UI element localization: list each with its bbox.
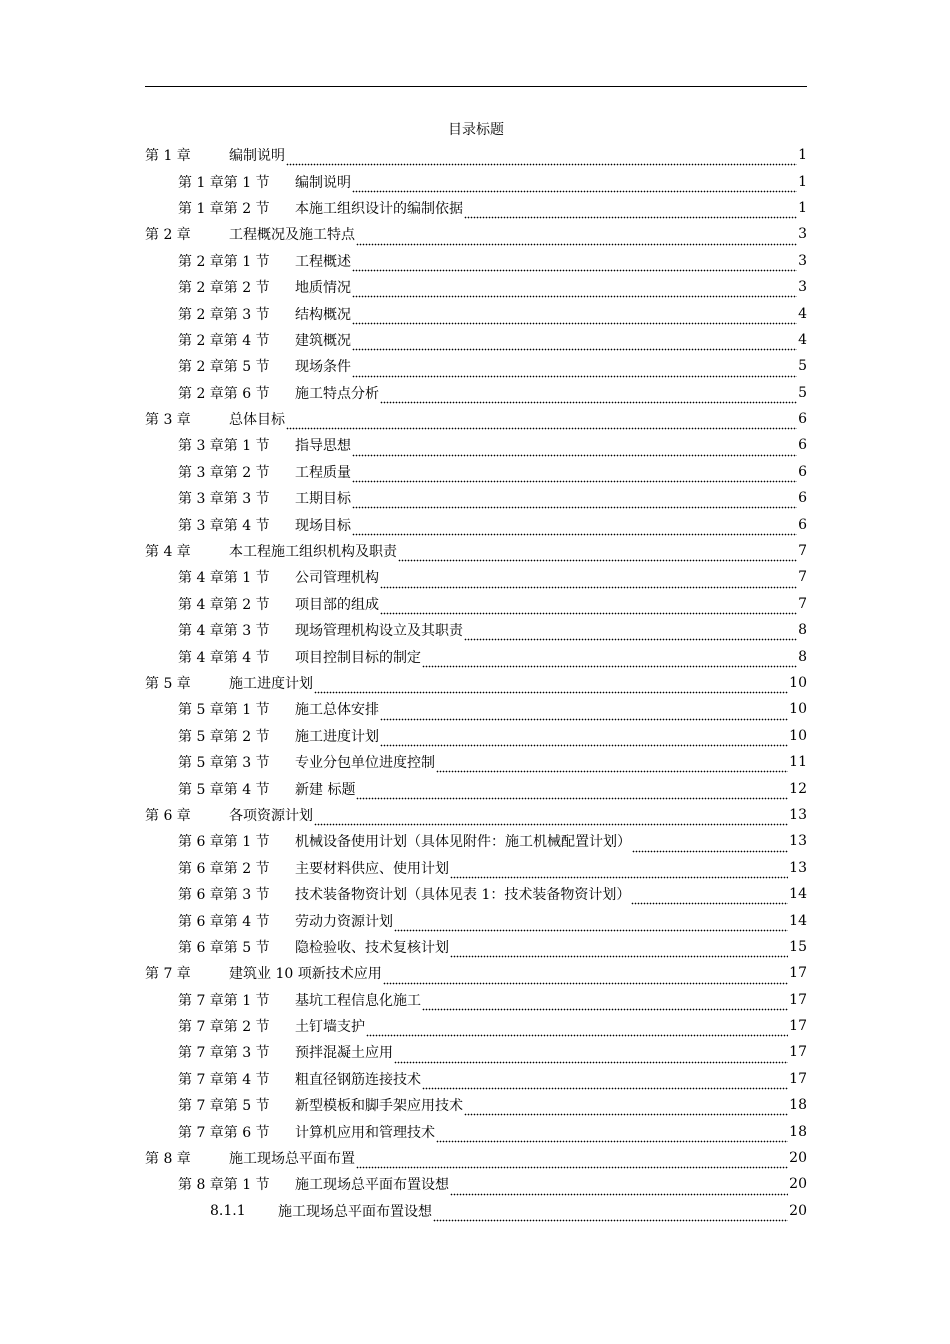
- toc-entry-number: 8.1.1: [210, 1202, 246, 1219]
- toc-entry-page: 3: [798, 226, 807, 243]
- toc-entry-title: 土钉墙支护: [295, 1019, 365, 1036]
- toc-entry[interactable]: [145, 696, 807, 722]
- toc-leader-dots: [631, 895, 788, 907]
- toc-leader-dots: [422, 1001, 788, 1013]
- toc-entry[interactable]: [145, 670, 807, 696]
- toc-leader-dots: [352, 499, 797, 511]
- toc-entry[interactable]: [145, 1066, 807, 1092]
- toc-entry-number: 第 7 章第 2 节: [178, 1019, 270, 1036]
- toc-entry-title: 劳动力资源计划: [295, 913, 393, 930]
- toc-entry[interactable]: [145, 881, 807, 907]
- toc-entry-page: 11: [789, 754, 807, 771]
- toc-entry-number: 第 7 章: [145, 966, 191, 983]
- toc-entry-title: 施工进度计划: [295, 728, 379, 745]
- toc-entry-page: 1: [798, 147, 807, 164]
- toc-entry-page: 10: [789, 675, 807, 691]
- toc-entry[interactable]: [145, 617, 807, 643]
- toc-entry-number: 第 1 章第 1 节: [178, 174, 270, 191]
- toc-entry-number: 第 3 章: [145, 412, 191, 429]
- toc-entry-page: 10: [789, 701, 807, 718]
- toc-leader-dots: [380, 605, 797, 617]
- toc-entry[interactable]: [145, 1118, 807, 1144]
- toc-entry-number: 第 5 章: [145, 676, 191, 692]
- toc-entry-title: 本施工组织设计的编制依据: [295, 200, 463, 217]
- toc-entry-page: 7: [798, 569, 807, 586]
- toc-leader-dots: [366, 1027, 788, 1039]
- toc-entry-page: 17: [789, 1070, 807, 1087]
- toc-entry-title: 现场管理机构设立及其职责: [295, 623, 463, 640]
- toc-leader-dots: [464, 209, 797, 221]
- toc-entry-number: 第 3 章第 3 节: [178, 491, 270, 508]
- toc-entry[interactable]: [145, 353, 807, 379]
- toc-entry[interactable]: [145, 1039, 807, 1065]
- toc-entry[interactable]: [145, 749, 807, 775]
- toc-entry-number: 第 2 章第 2 节: [178, 280, 270, 297]
- toc-entry-title: 本工程施工组织机构及职责: [229, 544, 397, 561]
- toc-leader-dots: [422, 658, 797, 670]
- toc-entry-title: 施工总体安排: [295, 702, 379, 719]
- toc-entry-number: 第 3 章第 2 节: [178, 464, 270, 481]
- toc-entry-title: 新型模板和脚手架应用技术: [295, 1098, 463, 1115]
- toc-entry-page: 17: [789, 1044, 807, 1061]
- toc-entry-title: 机械设备使用计划（具体见附件：施工机械配置计划）: [295, 834, 631, 851]
- toc-entry[interactable]: [145, 855, 807, 881]
- toc-entry-title: 工程概述: [295, 253, 351, 270]
- toc-entry-page: 17: [789, 965, 807, 982]
- toc-entry[interactable]: [145, 1092, 807, 1118]
- toc-entry-title: 现场条件: [295, 359, 351, 376]
- toc-entry-page: 20: [789, 1150, 807, 1167]
- toc-entry-page: 7: [798, 595, 807, 612]
- toc-entry-title: 施工现场总平面布置: [229, 1151, 355, 1168]
- toc-entry-page: 14: [789, 912, 807, 929]
- toc-leader-dots: [352, 368, 797, 380]
- toc-entry-page: 3: [798, 279, 807, 296]
- toc-entry-title: 项目控制目标的制定: [295, 649, 421, 666]
- toc-leader-dots: [356, 790, 788, 802]
- toc-leader-dots: [286, 156, 797, 168]
- toc-leader-dots: [380, 737, 788, 749]
- toc-entry-title: 项目部的组成: [295, 596, 379, 613]
- toc-entry-title: 公司管理机构: [295, 570, 379, 587]
- toc-entry-title: 专业分包单位进度控制: [295, 755, 435, 772]
- toc-entry-page: 5: [798, 358, 807, 375]
- toc-entry-page: 1: [798, 199, 807, 216]
- toc-leader-dots: [464, 631, 797, 643]
- toc-entry[interactable]: [145, 775, 807, 801]
- toc-entry-page: 1: [798, 173, 807, 190]
- toc-leader-dots: [632, 843, 788, 855]
- toc-entry-page: 6: [798, 516, 807, 533]
- toc-entry-title: 工程质量: [295, 464, 351, 481]
- toc-entry-title: 编制说明: [295, 174, 351, 191]
- toc-entry-title: 计算机应用和管理技术: [295, 1124, 435, 1141]
- toc-entry-page: 3: [798, 252, 807, 269]
- toc-entry-number: 第 3 章第 1 节: [178, 438, 270, 455]
- toc-entry[interactable]: [145, 802, 807, 828]
- toc-entry[interactable]: [145, 987, 807, 1013]
- toc-entry[interactable]: [145, 1145, 807, 1171]
- toc-entry-title: 基坑工程信息化施工: [295, 992, 421, 1009]
- toc-entry-title: 技术装备物资计划（具体见表 1：技术装备物资计划）: [295, 887, 631, 904]
- toc-entry-number: 第 7 章第 6 节: [178, 1124, 270, 1141]
- toc-leader-dots: [450, 1186, 788, 1198]
- toc-entry-number: 第 4 章第 1 节: [178, 570, 270, 587]
- toc-entry-page: 4: [798, 305, 807, 322]
- toc-leader-dots: [450, 948, 788, 960]
- toc-entry-page: 15: [789, 938, 807, 955]
- toc-entry-title: 各项资源计划: [229, 807, 313, 824]
- toc-entry-number: 第 8 章第 1 节: [178, 1177, 270, 1194]
- toc-leader-dots: [352, 447, 797, 459]
- toc-leader-dots: [422, 1080, 788, 1092]
- toc-entry[interactable]: [145, 300, 807, 326]
- toc-entry-page: 20: [789, 1202, 807, 1219]
- toc-leader-dots: [380, 394, 797, 406]
- toc-entry[interactable]: [145, 248, 807, 274]
- toc-entry-number: 第 5 章第 1 节: [178, 702, 270, 719]
- toc-entry[interactable]: [145, 643, 807, 669]
- toc-entry[interactable]: [145, 142, 807, 168]
- toc-entry-number: 第 1 章第 2 节: [178, 200, 270, 217]
- toc-entry-title: 施工进度计划: [229, 676, 313, 692]
- toc-entry[interactable]: [145, 591, 807, 617]
- toc-entry-page: 18: [789, 1097, 807, 1114]
- toc-entry[interactable]: [145, 327, 807, 353]
- toc-entry-page: 12: [789, 780, 807, 797]
- toc-entry-page: 18: [789, 1123, 807, 1140]
- toc-leader-dots: [314, 684, 788, 696]
- toc-leader-dots: [352, 473, 797, 485]
- toc-entry-number: 第 7 章第 4 节: [178, 1071, 270, 1088]
- toc-entry-title: 主要材料供应、使用计划: [295, 860, 449, 877]
- toc-entry[interactable]: [145, 432, 807, 458]
- toc-entry-page: 20: [789, 1176, 807, 1193]
- toc-entry-title: 新建 标题: [295, 781, 356, 798]
- toc-entry-number: 第 6 章第 5 节: [178, 939, 270, 956]
- toc-entry-title: 施工特点分析: [295, 385, 379, 402]
- toc-entry-title: 编制说明: [229, 148, 285, 165]
- toc-entry-title: 施工现场总平面布置设想: [278, 1203, 432, 1220]
- toc-entry-title: 建筑业 10 项新技术应用: [229, 966, 382, 983]
- toc-entry-number: 第 2 章第 3 节: [178, 306, 270, 323]
- toc-entry-number: 第 2 章第 5 节: [178, 359, 270, 376]
- table-of-contents: [145, 142, 807, 1224]
- toc-leader-dots: [352, 526, 797, 538]
- toc-entry-title: 结构概况: [295, 306, 351, 323]
- toc-entry[interactable]: [145, 511, 807, 537]
- toc-title: 目录标题: [448, 122, 504, 138]
- toc-entry-number: 第 6 章第 2 节: [178, 860, 270, 877]
- toc-leader-dots: [286, 420, 797, 432]
- toc-entry-page: 6: [798, 490, 807, 507]
- toc-entry[interactable]: [145, 485, 807, 511]
- toc-entry-number: 第 2 章: [145, 227, 191, 244]
- toc-entry[interactable]: [145, 380, 807, 406]
- toc-leader-dots: [394, 922, 788, 934]
- toc-leader-dots: [356, 236, 797, 248]
- toc-entry[interactable]: [145, 221, 807, 247]
- toc-entry-page: 4: [798, 331, 807, 348]
- toc-entry-page: 17: [789, 1018, 807, 1035]
- toc-leader-dots: [436, 763, 788, 775]
- toc-entry-title: 总体目标: [229, 412, 285, 429]
- toc-entry-page: 13: [789, 806, 807, 823]
- toc-entry[interactable]: [145, 195, 807, 221]
- toc-leader-dots: [352, 183, 797, 195]
- toc-entry[interactable]: [145, 934, 807, 960]
- toc-entry-page: 8: [798, 648, 807, 665]
- toc-entry-title: 现场目标: [295, 517, 351, 534]
- toc-entry-title: 粗直径钢筋连接技术: [295, 1071, 421, 1088]
- toc-entry-page: 17: [789, 991, 807, 1008]
- toc-entry-number: 第 6 章第 1 节: [178, 834, 270, 851]
- toc-entry-title: 预拌混凝土应用: [295, 1045, 393, 1062]
- toc-entry[interactable]: [145, 907, 807, 933]
- toc-leader-dots: [450, 869, 788, 881]
- toc-entry-number: 第 7 章第 1 节: [178, 992, 270, 1009]
- toc-entry[interactable]: [145, 459, 807, 485]
- toc-entry[interactable]: [145, 406, 807, 432]
- toc-entry-number: 第 2 章第 1 节: [178, 253, 270, 270]
- toc-leader-dots: [398, 552, 797, 564]
- toc-entry-number: 第 3 章第 4 节: [178, 517, 270, 534]
- toc-entry-title: 隐检验收、技术复核计划: [295, 939, 449, 956]
- toc-entry[interactable]: [145, 1171, 807, 1197]
- toc-leader-dots: [352, 315, 797, 327]
- toc-leader-dots: [314, 816, 788, 828]
- toc-entry-number: 第 5 章第 4 节: [178, 781, 270, 798]
- toc-leader-dots: [394, 1054, 788, 1066]
- toc-entry-number: 第 4 章第 3 节: [178, 623, 270, 640]
- toc-entry[interactable]: [145, 168, 807, 194]
- toc-entry-number: 第 6 章: [145, 807, 191, 824]
- toc-leader-dots: [352, 262, 797, 274]
- toc-entry-number: 第 6 章第 4 节: [178, 913, 270, 930]
- toc-entry-title: 工程概况及施工特点: [229, 227, 355, 244]
- toc-leader-dots: [436, 1133, 788, 1145]
- toc-leader-dots: [383, 975, 788, 987]
- toc-entry-page: 14: [789, 886, 807, 903]
- toc-entry-number: 第 2 章第 4 节: [178, 332, 270, 349]
- toc-entry-title: 建筑概况: [295, 332, 351, 349]
- toc-entry-page: 8: [798, 622, 807, 639]
- toc-entry-page: 6: [798, 463, 807, 480]
- toc-entry-number: 第 4 章第 2 节: [178, 596, 270, 613]
- toc-entry-number: 第 5 章第 3 节: [178, 755, 270, 772]
- toc-entry-page: 5: [798, 384, 807, 401]
- toc-entry-page: 7: [798, 543, 807, 560]
- toc-entry-title: 工期目标: [295, 491, 351, 508]
- toc-entry[interactable]: [145, 828, 807, 854]
- toc-entry-number: 第 6 章第 3 节: [178, 887, 270, 904]
- toc-entry-page: 10: [789, 727, 807, 744]
- toc-entry-number: 第 5 章第 2 节: [178, 728, 270, 745]
- toc-entry-number: 第 4 章: [145, 544, 191, 561]
- toc-entry-page: 13: [789, 859, 807, 876]
- toc-entry-page: 6: [798, 437, 807, 454]
- toc-entry-title: 地质情况: [295, 280, 351, 297]
- toc-entry[interactable]: [145, 274, 807, 300]
- toc-entry-number: 第 4 章第 4 节: [178, 649, 270, 666]
- toc-entry-title: 指导思想: [295, 438, 351, 455]
- toc-entry-number: 第 7 章第 3 节: [178, 1045, 270, 1062]
- toc-entry-title: 施工现场总平面布置设想: [295, 1177, 449, 1194]
- header-rule: [145, 86, 807, 87]
- toc-leader-dots: [464, 1106, 788, 1118]
- toc-entry[interactable]: [145, 723, 807, 749]
- toc-leader-dots: [433, 1212, 788, 1224]
- toc-entry-page: 13: [789, 833, 807, 850]
- toc-entry[interactable]: [145, 960, 807, 986]
- toc-leader-dots: [380, 711, 788, 723]
- toc-leader-dots: [356, 1159, 788, 1171]
- toc-leader-dots: [380, 579, 797, 591]
- toc-entry[interactable]: [145, 564, 807, 590]
- toc-entry-number: 第 2 章第 6 节: [178, 385, 270, 402]
- toc-leader-dots: [352, 288, 797, 300]
- toc-entry[interactable]: [145, 1013, 807, 1039]
- toc-entry-page: 6: [798, 411, 807, 428]
- toc-leader-dots: [352, 341, 797, 353]
- toc-entry-number: 第 1 章: [145, 148, 191, 165]
- toc-entry[interactable]: [145, 538, 807, 564]
- toc-entry[interactable]: [145, 1198, 807, 1224]
- toc-entry-number: 第 7 章第 5 节: [178, 1098, 270, 1115]
- toc-entry-number: 第 8 章: [145, 1151, 191, 1168]
